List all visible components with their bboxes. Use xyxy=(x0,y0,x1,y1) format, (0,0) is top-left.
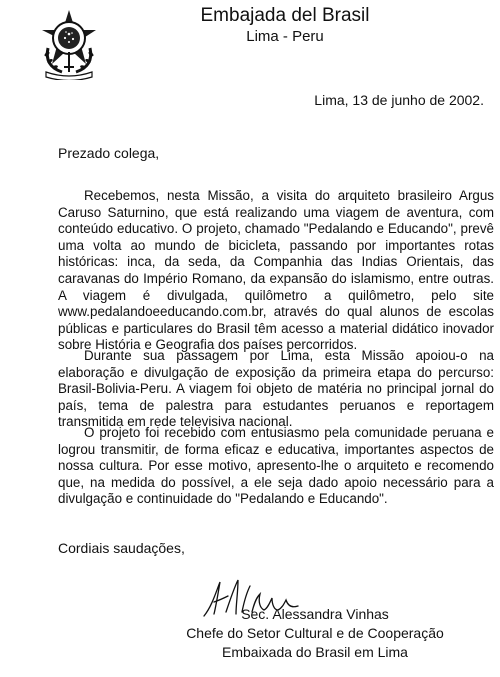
embassy-name: Embajada del Brasil xyxy=(200,5,370,26)
letter-date: Lima, 13 de junho de 2002. xyxy=(314,92,484,108)
body-paragraph-2: Durante sua passagem por Lima, esta Missão apoiou-o na elaboração e divulgação de exposição da primeira etapa do percurso: Brasil-Bolivia-Peru. A viagem foi objeto de matéria no principal jornal do país, tema de palestra para estudantes peruanos e reportagem transmitida em rede televisiva nacional. xyxy=(58,348,494,430)
closing-line: Cordiais saudações, xyxy=(58,540,185,556)
body-paragraph-1: Recebemos, nesta Missão, a visita do arquiteto brasileiro Argus Caruso Saturnino, que está realizando uma viagem de aventura, com conteúdo educativo. O projeto, chamado "Pedalando e Educando", prevê uma volta ao mundo de bicicleta, passando por importantes rotas históricas: inca, da seda, da Companhia das Indias Orientais, das caravanas do Império Romano, da expansão do islamismo, entre outras. A viagem é divulgada, quilômetro a quilômetro, pelo site www.pedalandoeeducando.com.br, através do qual alunos de escolas públicas e particulares do Brasil têm acesso a material didático inovador sobre História e Geografia dos países percorridos. xyxy=(58,188,494,353)
signatory-institution: Embaixada do Brasil em Lima xyxy=(222,644,408,660)
signature-block xyxy=(170,605,460,662)
salutation: Prezado colega, xyxy=(58,145,160,161)
signatory-role: Chefe do Setor Cultural e de Cooperação xyxy=(186,625,444,641)
embassy-location: Lima - Peru xyxy=(246,28,324,45)
signatory-name: Sec. Alessandra Vinhas xyxy=(241,606,389,622)
body-paragraph-3: O projeto foi recebido com entusiasmo pela comunidade peruana e logrou transmitir, de forma eficaz e educativa, importantes aspectos de nossa cultura. Por esse motivo, apresento-lhe o arquiteto e recomendo que, na medida do possível, a ele seja dado apoio necessário para a divulgação e continuidade do "Pedalando e Educando". xyxy=(58,425,494,507)
brazil-coat-of-arms-icon xyxy=(38,8,100,80)
